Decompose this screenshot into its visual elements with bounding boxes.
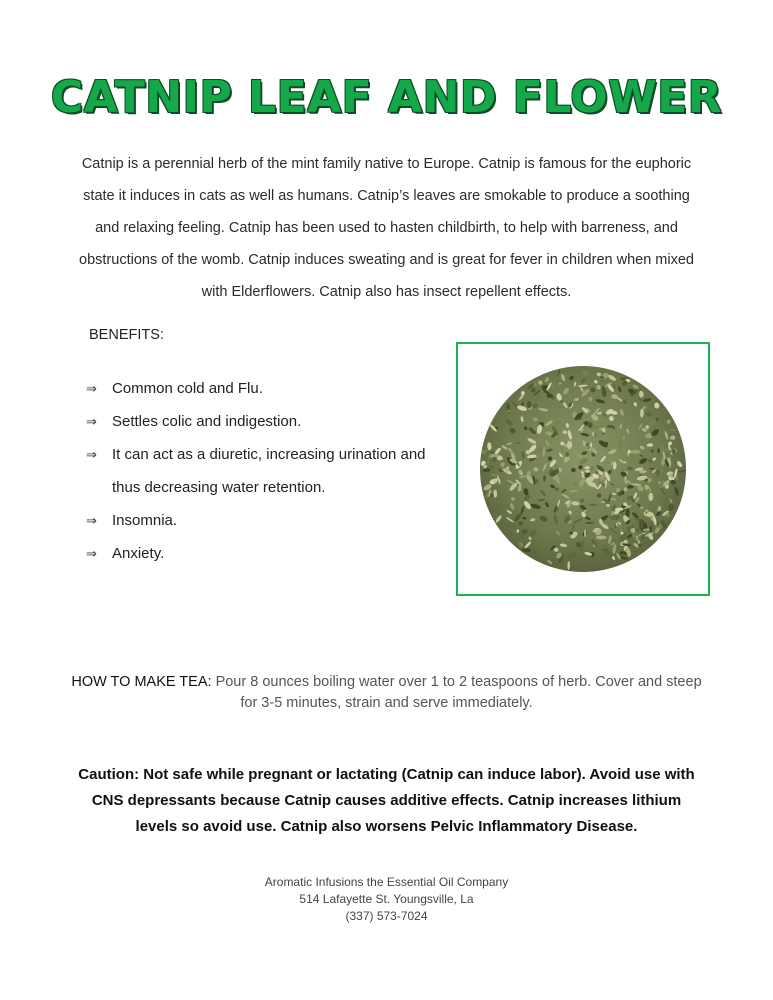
herb-flake [504, 524, 513, 528]
herb-flake [509, 532, 513, 536]
page-title: CATNIP LEAF AND FLOWER [50, 72, 723, 123]
herb-flake [585, 522, 594, 524]
benefit-text: Settles colic and indigestion. [112, 413, 302, 430]
list-item [86, 537, 456, 570]
company-name: Aromatic Infusions the Essential Oil Company [264, 875, 509, 889]
arrow-right-icon: ⇒ [86, 414, 97, 429]
list-item [86, 405, 456, 438]
benefits-list [86, 372, 456, 570]
caution-text: Caution: Not safe while pregnant or lactating (Catnip can induce labor). Avoid use with CNS depressants because Catnip causes additive effects. Catnip increases lithium levels so avoid use. Catnip also worsens Pelvic Inflammatory Disease. [78, 766, 695, 835]
herb-flake [596, 536, 607, 540]
dried-herb-pile-icon [468, 354, 698, 584]
benefit-text: Anxiety. [112, 545, 165, 562]
benefit-text: It can act as a diuretic, increasing urination and thus decreasing water retention. [112, 446, 426, 496]
list-item [86, 372, 456, 405]
arrow-right-icon: ⇒ [86, 381, 97, 396]
herb-flake [494, 490, 498, 498]
arrow-right-icon: ⇒ [86, 546, 97, 561]
tea-instructions [70, 672, 703, 714]
tea-label: HOW TO MAKE TEA: [71, 674, 212, 690]
benefit-text: Common cold and Flu. [112, 380, 263, 397]
tea-text: Pour 8 ounces boiling water over 1 to 2 teaspoons of herb. Cover and steep for 3-5 minutes, strain and serve immediately. [211, 674, 702, 711]
list-item [86, 438, 456, 504]
footer [0, 874, 773, 925]
arrow-right-icon: ⇒ [86, 513, 97, 528]
benefit-text: Insomnia. [112, 512, 178, 529]
benefits-heading: BENEFITS: [89, 327, 164, 343]
company-phone: (337) 573-7024 [345, 909, 428, 923]
herb-flake [586, 443, 589, 445]
herb-image-frame [456, 342, 710, 596]
intro-paragraph: Catnip is a perennial herb of the mint family native to Europe. Catnip is famous for the euphoric state it induces in cats as well as humans. Catnip’s leaves are smokable to produce a soothing and relaxing feeling. Catnip has been used to hasten childbirth, to help with barreness, and obstructions of the womb. Catnip induces sweating and is great for fever in children when mixed with Elderflowers. Catnip also has insect repellent effects. [79, 156, 694, 300]
herb-flake [650, 525, 652, 532]
list-item [86, 504, 456, 537]
arrow-right-icon: ⇒ [86, 447, 97, 462]
company-address: 514 Lafayette St. Youngsville, La [299, 892, 474, 906]
